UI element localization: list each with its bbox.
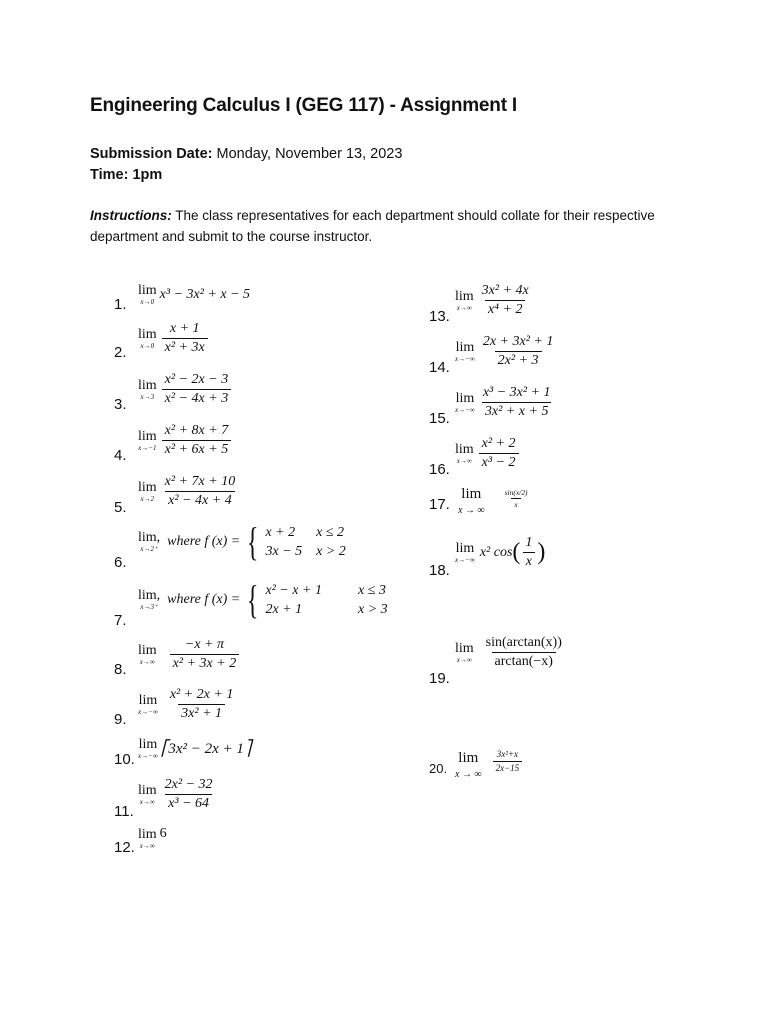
problem-18-expression: lim x→−∞ x² cos ( $\frac{1}{x}$ ) (455, 535, 546, 569)
problem-1-expression: lim x→0 x³ − 3x² + x − 5 (138, 283, 251, 306)
problem-14-expression: lim x→−∞ $\frac{\text{2x + 3x² + 1}}{\text{2x² + 3}}$ (455, 334, 554, 368)
submission-value: Monday, November 13, 2023 (216, 146, 403, 162)
instructions (90, 205, 680, 247)
problem-3-expression: lim x→3 $\frac{\text{x² − 2x − 3}}{\text{x² − 4x + 3}}$ (138, 373, 233, 406)
problem-number: 18. (429, 562, 450, 579)
problem-number: 19. (429, 670, 450, 687)
problem-6-expression: lim, x→2⁺ where f (x) = { x + 2 x ≤ 2 3x − 5 x > 2 (138, 519, 346, 564)
problem-number: 14. (429, 359, 450, 376)
submission-date (90, 146, 402, 162)
problem-5-expression: lim x→2 $\frac{\text{x² + 7x + 10}}{\text{x² − 4x + 4}}$ (138, 474, 236, 508)
problem-7-expression: lim, x→3⁺ where f (x) = { x² − x + 1 x ≤ 3 2x + 1 x > 3 (138, 577, 388, 622)
problem-number: 20. (429, 761, 448, 776)
instructions-label: Instructions: (90, 208, 172, 223)
problem-number: 2. (114, 344, 127, 361)
problem-number: 17. (429, 496, 450, 513)
problem-16-expression: lim x→∞ $\frac{\text{x² + 2}}{\text{x³ − 2}}$ (455, 437, 521, 470)
problem-number: 10. (114, 751, 135, 768)
problem-number: 15. (429, 410, 450, 427)
problem-15-expression: lim x→−∞ $\frac{\text{x³ − 3x² + 1}}{\text{3x² + x + 5}}$ (455, 385, 551, 419)
problem-number: 5. (114, 499, 127, 516)
problem-number: 3. (114, 396, 127, 413)
problem-12-expression: lim x→∞ 6 (138, 826, 167, 850)
problem-17-expression: lim x → ∞ $\frac{\sin(x/2)}{x}$ (458, 486, 528, 516)
instructions-text: The class representatives for each department should collate for their respective department and submit to the course instructor. (90, 208, 655, 244)
problem-number: 8. (114, 661, 127, 678)
problem-20-expression: lim x → ∞ $\frac{\text{3x²+x}}{2x-15}$ (455, 751, 524, 780)
problem-13-expression: lim x→∞ $\frac{\text{3x² + 4x}}{\text{x⁴ + 2}}$ (455, 283, 529, 317)
page-title: Engineering Calculus I (GEG 117) - Assignment I (90, 95, 517, 116)
problem-19-expression: lim x→∞ $\frac{\sin(\arctan(x))}{\arctan(-x)}$ (455, 635, 562, 669)
problem-number: 9. (114, 711, 127, 728)
problem-number: 13. (429, 308, 450, 325)
problem-8-expression: lim x→∞ $\frac{-x + \pi}{\text{x² + 3x + 2}}$ (138, 638, 241, 671)
problem-number: 1. (114, 296, 127, 313)
problem-9-expression: lim x→−∞ $\frac{\text{x² + 2x + 1}}{\text{3x² + 1}}$ (138, 687, 234, 721)
submission-time: Time: 1pm (90, 167, 163, 183)
submission-label: Submission Date: (90, 146, 213, 162)
problem-number: 16. (429, 461, 450, 478)
problem-number: 7. (114, 612, 127, 629)
problem-2-expression: lim x→0 $\frac{x + 1}{\text{x² + 3x}}$ (138, 322, 210, 355)
problem-number: 11. (114, 803, 134, 820)
problem-number: 4. (114, 447, 127, 464)
problem-11-expression: lim x→∞ $\frac{\text{2x² − 32}}{\text{x³ − 64}}$ (138, 777, 213, 811)
problem-number: 12. (114, 839, 135, 856)
problem-10-expression: lim x→−∞ ⎡3x² − 2x + 1⎤ (138, 737, 252, 760)
problem-number: 6. (114, 554, 127, 571)
problem-4-expression: lim x→−1 $\frac{\text{x² + 8x + 7}}{\text{x² + 6x + 5}}$ (138, 424, 233, 457)
